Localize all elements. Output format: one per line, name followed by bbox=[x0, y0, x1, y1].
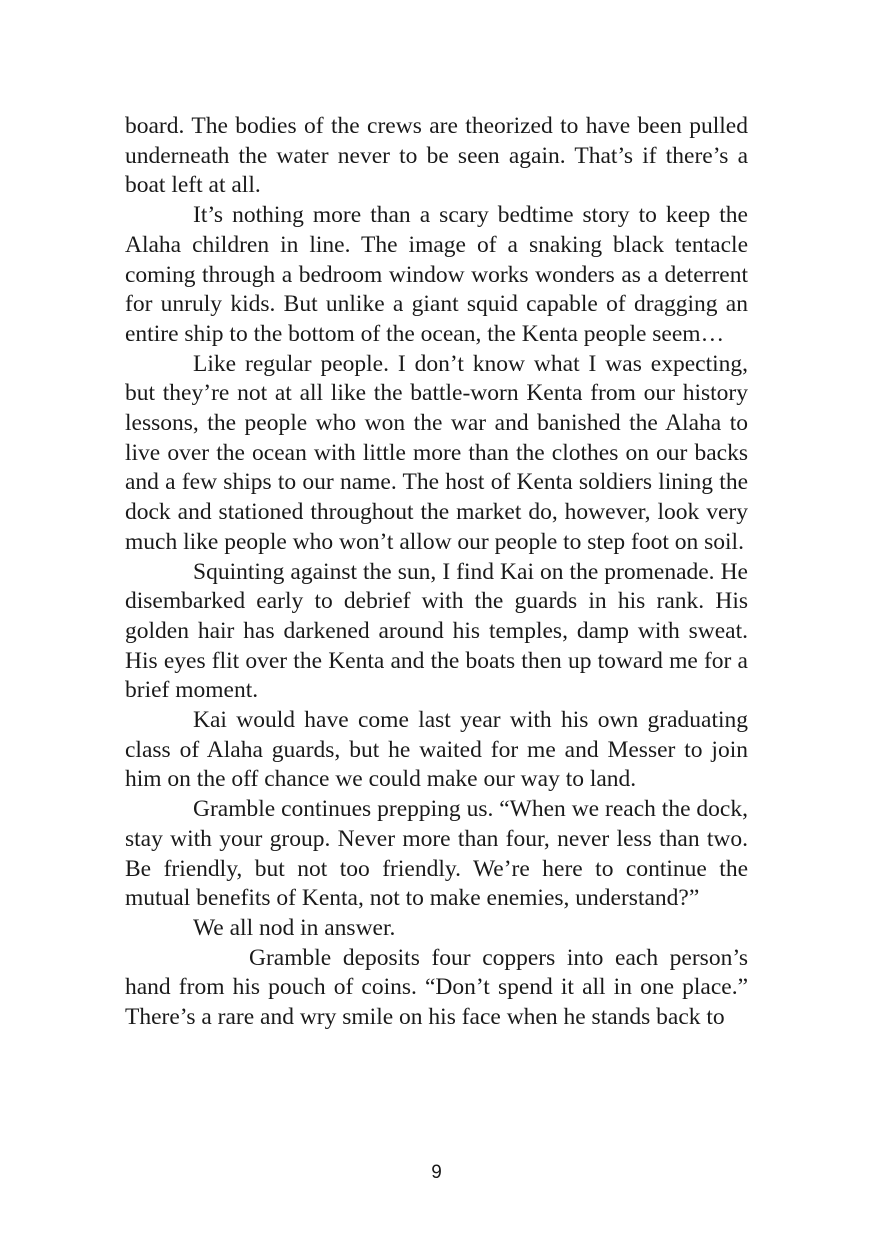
paragraph-kai-promenade: Squinting against the sun, I find Kai on the promenade. He disembarked early to debrief with the guards in his rank. His golden hair has darkened around his temples, damp with sweat. His eyes flit over the Kenta and the boats then up toward me for a brief moment. bbox=[125, 558, 748, 704]
paragraph-nod: We all nod in answer. bbox=[193, 914, 396, 941]
paragraph-regular-people: Like regular people. I don’t know what I was expecting, but they’re not at all like the battle-worn Kenta from our history lessons, the people who won the war and banished the Alaha to live over the ocean with little more than the clothes on our backs and a few ships to our name. The host of Kenta soldiers lining the dock and stationed throughout the market do, however, look very much like people who won’t allow our people to step foot on soil. bbox=[125, 350, 748, 555]
body-text bbox=[125, 112, 748, 1033]
paragraph-continuation: board. The bodies of the crews are theorized to have been pulled underneath the water never to be seen again. That’s if there’s a boat left at all. bbox=[125, 113, 748, 199]
paragraph-gramble-prepping: Gramble continues prepping us. “When we reach the dock, stay with your group. Never more than four, never less than two. Be friendly, but not too friendly. We’re here to continue the mutual benefits of Kenta, not to make enemies, understand?” bbox=[125, 796, 748, 912]
paragraph-kai-waited: Kai would have come last year with his own graduating class of Alaha guards, but he waited for me and Messer to join him on the off chance we could make our way to land. bbox=[125, 707, 748, 793]
paragraph-coppers: Gramble deposits four coppers into each person’s hand from his pouch of coins. “Don’t spend it all in one place.” There’s a rare and wry smile on his face when he stands back to bbox=[125, 944, 748, 1031]
page-number: 9 bbox=[431, 1162, 442, 1183]
paragraph-bedtime-story: It’s nothing more than a scary bedtime story to keep the Alaha children in line. The image of a snaking black tentacle coming through a bedroom window works wonders as a deterrent for unruly kids. But unlike a giant squid capable of dragging an entire ship to the bottom of the ocean, the Kenta people seem… bbox=[125, 202, 748, 347]
